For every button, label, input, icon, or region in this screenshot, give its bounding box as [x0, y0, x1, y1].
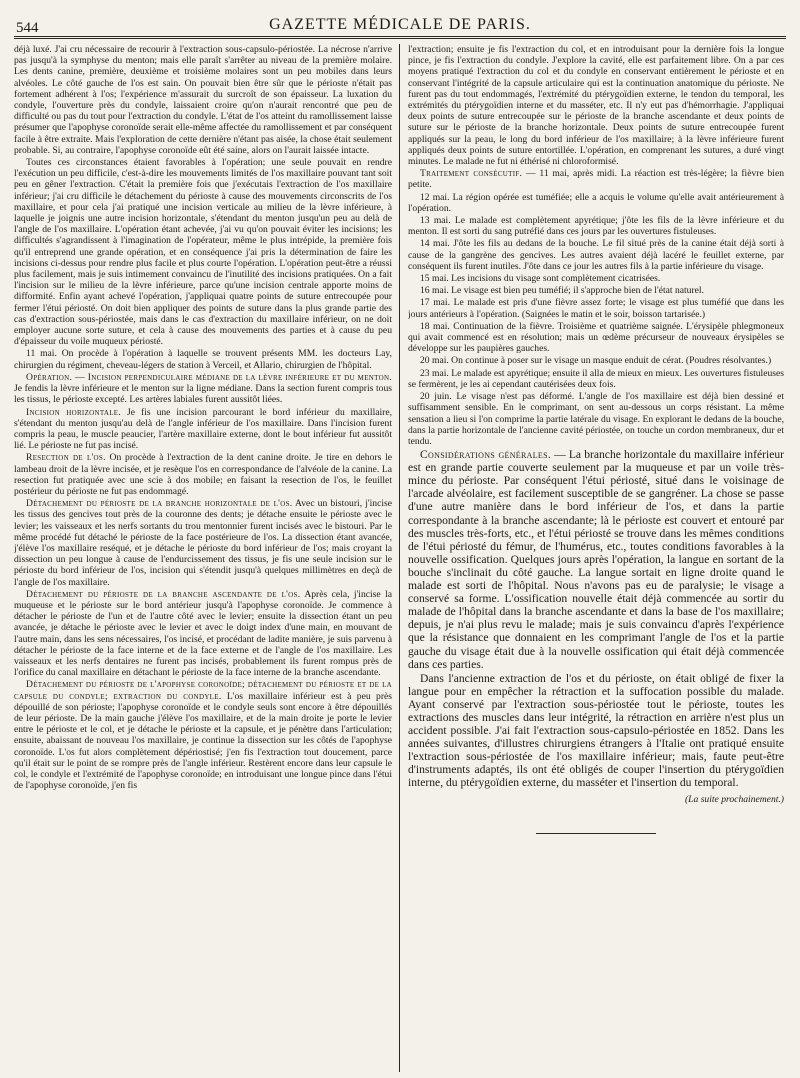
section-body: Je fis une incision parcourant le bord inférieur du maxillaire, s'étendant du menton jusqu'au delà de l'angle inférieur de l'os maxillaire. Dans l'incision furent compris la peau, le muscle peaucier, l'artère maxillaire externe, dont le bout inférieur fut aussitôt lié. Le périoste ne fut pas incisé. — [14, 406, 392, 452]
section-body: — La branche horizontale du maxillaire inférieur est en grande partie couverte seulement par la muqueuse et par un voile très-mince du périoste. Par conséquent l'étui périosté, situé dans le voisinage de l'arcade alvéolaire, est facilement susceptible de se gangréner. La chose se passe d'une autre manière dans le bord inférieur de l'os, et dans la partie correspondante à la branche ascendante; là le périoste est couvert et entouré par des muscles très-forts, etc., et l'étui périosté se trouve dans les mêmes conditions de l'étui périosté du fémur, de l'humérus, etc., toutes conditions favorables à la nouvelle ossification. Quelques jours après l'opération, la langue en sortant de la bouche s'inclinait du côté gauche. La langue sortait en ligne droite quand le malade est sorti de l'hôpital. Nous n'avons pas eu de paralysie; le visage a conservé sa forme. L'ossification nouvelle était déjà commencée au sortir du malade de l'hôpital dans la branche ascendante et dans la base de l'os maxillaire; depuis, je n'ai plus revu le malade; mais je suis convaincu d'après l'expérience que la résistance que donnaient en les comprimant l'angle de l'os et la partie gauche du visage était due à la nouvelle ossification qui était déjà commencée dans ces parties. — [408, 448, 784, 671]
section-paragraph — [14, 372, 392, 406]
paragraph: l'extraction; ensuite je fis l'extraction du col, et en introduisant pour la dernière fois la longue pince, je fis l'extraction du condyle. J'explore la cavité, elle est parfaitement libre. On a par ces moyens pratiqué l'extraction du col et du condyle en conservant entièrement le périoste et en conservant l'intégrité de la capsule articulaire qui est la continuation anatomique du périoste. Ne furent pas du tout endommagés, l'extrémité du ptérygoïdien externe, le tendon du temporal, les extrémités du ptérygoïdien interne et du masséter, etc. Il n'y eut pas d'hémorrhagie. J'appliquai deux points de suture entrecoupée sur le périoste de la branche ascendante et deux points de suture sur le périoste de la branche horizontale. Deux points de suture entrecoupée furent appliqués sur la peau, le long du bord inférieur de l'os maxillaire; à la lèvre inférieure furent appliqués deux points de suture entortillée. L'opération, en comprenant les sutures, a duré vingt minutes. Le malade ne fut ni éthérisé ni chloroformisé. — [408, 44, 784, 168]
section-paragraph — [14, 407, 392, 452]
paragraph: Toutes ces circonstances étaient favorables à l'opération; une seule pouvait en rendre l'exécution un peu difficile, c'est-à-dire les mouvements limités de l'os maxillaire pouvant tant soit peu en gêner l'extraction. C'était la première fois que j'exécutais l'extraction de l'os maxillaire inférieur; j'ai cru difficile le détachement du périoste à cause des mouvements circonscrits de l'os maxillaire, et pour cela j'ai pratiqué une incision verticale au milieu de la lèvre inférieure, à laquelle je joignis une autre incision horizontale, s'étendant du menton jusqu'un peu au delà de l'angle de l'os maxillaire. L'opération étant achevée, j'ai vu qu'on pouvait éviter les incisions; les difficultés s'agrandissent à l'imagination de l'opérateur, même le plus intrépide, la première fois qu'il entreprend une grande opération, et en conséquence j'ai pris la détermination de faire les incisions ci-dessus pour rendre plus facile et plus courte l'opération. L'opération peut-être a réussi plus facilement, mais je suis intimement convaincu de l'inutilité des incisions pratiquées. On a fait l'incision sur le milieu de la lèvre inférieure, parce qu'une incision centrale apporte moins de difformité. Enfin ayant achevé l'opération, j'appliquai quatre points de suture entrecoupée pour fermer l'étui périosté. On doit bien appliquer des points de suture dans la plus grande partie des cas d'extraction sous-périostée, mais dans le cas d'extraction du maxillaire inférieur, on ne doit employer aucune sorte suture, et cela à cause des mouvements des parties et à cause du peu d'épaisseur du voile muqueux périosté. — [14, 157, 392, 348]
paragraph: 13 mai. Le malade est complètement apyrétique; j'ôte les fils de la lèvre inférieure et du menton. Il est sorti du sang putréfié dans ces jours par les ouvertures fistuleuses. — [408, 215, 784, 238]
continuation-note: (La suite prochainement.) — [684, 793, 784, 805]
section-paragraph — [14, 589, 392, 679]
column-divider — [399, 44, 400, 1072]
section-paragraph — [14, 679, 392, 791]
section-heading: Considérations générales. — [420, 448, 552, 462]
section-heading: Détachement du périoste de la branche horizontale de l'os. — [26, 498, 293, 510]
paragraph: 14 mai. J'ôte les fils au dedans de la bouche. Le fil situé près de la canine était déjà sorti à cause de la gangrène des gencives. Les autres avaient déjà lacéré le feuillet externe, par conséquent ils furent inutiles. J'ôte dans ce jour les autres fils à la partie inférieure du visage. — [408, 238, 784, 272]
page-number: 544 — [16, 20, 39, 36]
left-column — [14, 44, 392, 1068]
section-paragraph — [14, 452, 392, 497]
section-paragraph — [14, 498, 392, 588]
paragraph: 11 mai. On procède à l'opération à laquelle se trouvent présents MM. les docteurs Lay, chirurgien du régiment, cheveau-légers de station à Verceil, et Allario, chirurgien de l'hôpital. — [14, 348, 392, 371]
section-body: Je fendis la lèvre inférieure et le menton sur la ligne médiane. Dans la section furent compris tous les tissus, le périoste excepté. Les artères labiales furent aussitôt liées. — [14, 383, 392, 406]
paragraph: 20 juin. Le visage n'est pas déformé. L'angle de l'os maxillaire est déjà bien dessiné et suffisamment sensible. En le comprimant, on sent au-dessous un corps résistant. La même sensation a lieu si l'on comprime la partie latérale du visage. En explorant le dedans de la bouche, dans la partie horizontale de l'ancienne cavité périostée, on touche un cordon membraneux, dur et tendu. — [408, 391, 784, 447]
paragraph: déjà luxé. J'ai cru nécessaire de recourir à l'extraction sous-capsulo-périostée. La nécrose n'arrive pas jusqu'à la symphyse du menton; mais elle paraît s'arrêter au niveau de la première molaire. Les dents canine, première, deuxième et troisième molaires sont un peu mobiles dans leurs alvéoles. Le côté gauche de l'os est sain. On pouvait bien être sûr que le périoste n'était pas fortement adhérent à l'os; l'expérience m'assurait du surcroît de son épaisseur. La luxation du condyle, l'ouverture près du condyle, laissaient croire qu'on n'aurait rencontré que peu de difficulté ou pas du tout pour l'extraction du condyle. L'état de l'os atteint du ramollissement laisse présumer que l'apophyse coronoïde serait elle-même affectée du ramollissement et par conséquent facile à être extraite. Mais l'exploration de cette dernière n'étant pas aisée, la chose était seulement probable. Si, au contraire, l'apophyse coronoïde eût été saine, alors on l'aurait laissée intacte. — [14, 44, 392, 156]
section-body: — 11 mai, après midi. La réaction est très-légère; la fièvre bien petite. — [408, 168, 784, 191]
header-rule — [14, 38, 786, 39]
section-heading: Détachement du périoste de la branche ascendante de l'os. — [26, 588, 301, 600]
page-title: GAZETTE MÉDICALE DE PARIS. — [269, 16, 531, 33]
section-body: L'os maxillaire inférieur est à peu près dépouillé de son périoste; l'apophyse coronoïde et le condyle seuls sont encore à être dépouillés de leur périoste. De la main gauche j'élève l'os maxillaire, et de la main droite je porte le levier entre le périoste et le col, et je détache le périoste et la capsule, et je pénètre dans l'articulation; ensuite, abaissant de nouveau l'os maxillaire, je continue la dissection sur les côtés de l'apophyse coronoïde. L'os fut alors complètement dépériostisé; j'en fis l'extraction tout doucement, parce qu'il était sur le point de se rompre près de l'angle inférieur. Restèrent encore dans leur capsule le col, le condyle et l'extrémité de l'apophyse coronoïde; en introduisant une longue pince dans l'étui de l'apophyse coronoïde, j'en fis — [14, 690, 392, 792]
paragraph: 18 mai. Continuation de la fièvre. Troisième et quatrième saignée. L'érysipèle phlegmoneux qui avait commencé est en résolution; mais un œdème précurseur de nouveaux érysipèles se développe sur les paupières gauches. — [408, 320, 784, 355]
section-body: On procède à l'extraction de la dent canine droite. Je tire en dehors le lambeau droit de la lèvre incisée, et je resèque l'os en correspondance de l'alvéole de la canine. La resection fut pratiquée avec une scie à dos mobile; en faisant la resection de l'os, le feuillet postérieur du périoste ne fut pas endommagé. — [14, 452, 392, 497]
section-body: Après cela, j'incise la muqueuse et le périoste sur le bord antérieur jusqu'à l'apophyse coronoïde. Je commence à détacher le périoste de l'un et de l'autre côté avec le levier; ensuite la dissection étant un peu avancée, je détache le périoste avec le levier et avec le doigt index d'une main, en mouvant de l'autre main, dans les sens nécessaires, l'os incisé, et procédant de ladite manière, je suis parvenu à détacher le périoste de la face interne et de la face externe et de l'angle de l'os maxillaire. Les vaisseaux et les nerfs dentaires ne furent pas incisés, probablement ils furent rompus près de l'orifice du canal maxillaire en détachant le périoste de la face interne de la branche ascendante. — [14, 588, 392, 679]
section-body: Avec un bistouri, j'incise les tissus des gencives tout près de la couronne des dents; je détache ensuite le périoste avec le levier; les vaisseaux et les nerfs sortants du trou mentonnier furent incisés avec le bistouri. Par le même procédé fut détaché le périoste de la face postérieure de l'os. La dissection étant avancée, j'élève l'os maxillaire reséqué, et je détache le périoste du bord inférieur de l'os; mais croyant la dissection un peu longue à cause de l'endurcissement des tissus, je fis une seule incision sur le périoste du bord inférieur de l'os, incision qui s'étendit jusqu'à quelques millimètres en deçà de l'angle de l'os maxillaire. — [14, 498, 392, 588]
page-header — [14, 6, 786, 37]
section-heading: Traitement consécutif. — [420, 168, 523, 180]
paragraph: Dans l'ancienne extraction de l'os et du périoste, on était obligé de fixer la langue pour en empêcher la rétraction et la suffocation possible du malade. Ayant conservé par l'extraction sous-périostée tout le périoste, toutes les extractions des muscles dans leur intégrité, la rétraction en arrière n'est plus un accident possible. J'ai fait l'extraction sous-capsulo-périostée en 1852. Dans les années suivantes, d'illustres chirurgiens étrangers à l'Italie ont pratiqué ensuite l'extraction sous-périostée de l'os maxillaire inférieur; mais, faute peut-être d'instruments adaptés, ils ont été obligés de couper l'insertion du ptérygoïdien interne, du ptérygoïdien externe, du masséter et l'insertion du temporal. — [408, 671, 784, 790]
section-heading: Resection de l'os. — [26, 452, 106, 464]
paragraph: 23 mai. Le malade est apyrétique; ensuite il alla de mieux en mieux. Les ouvertures fistuleuses se fermèrent, je les ai cependant cautérisées deux fois. — [408, 367, 784, 390]
paragraph: 12 mai. La région opérée est tuméfiée; elle a acquis le volume qu'elle avait antérieurement à l'opération. — [408, 191, 784, 214]
paragraph: 16 mai. Le visage est bien peu tuméfié; il s'approche bien de l'état naturel. — [420, 285, 704, 297]
section-heading: Détachement du périoste de l'apophyse coronoïde; détachement du périoste et de la capsule du condyle; extraction du condyle. — [14, 679, 392, 702]
right-column — [408, 44, 784, 1068]
section-heading: Incision horizontale. — [26, 406, 122, 418]
section-heading: Opération. — Incision perpendiculaire médiane de la lèvre inférieure et du menton. — [26, 371, 392, 383]
section-paragraph — [408, 168, 784, 190]
paragraph: 15 mai. Les incisions du visage sont complètement cicatrisées. — [420, 273, 661, 285]
paragraph: 20 mai. On continue à poser sur le visage un masque enduit de cérat. (Poudres résolvantes.) — [420, 355, 772, 367]
paragraph: 17 mai. Le malade est pris d'une fièvre assez forte; le visage est plus tuméfié que dans les jours antérieurs à l'opération. (Saignées le matin et le soir, boisson tartarisée.) — [408, 297, 784, 320]
end-rule — [536, 833, 656, 834]
section-paragraph — [408, 448, 784, 671]
